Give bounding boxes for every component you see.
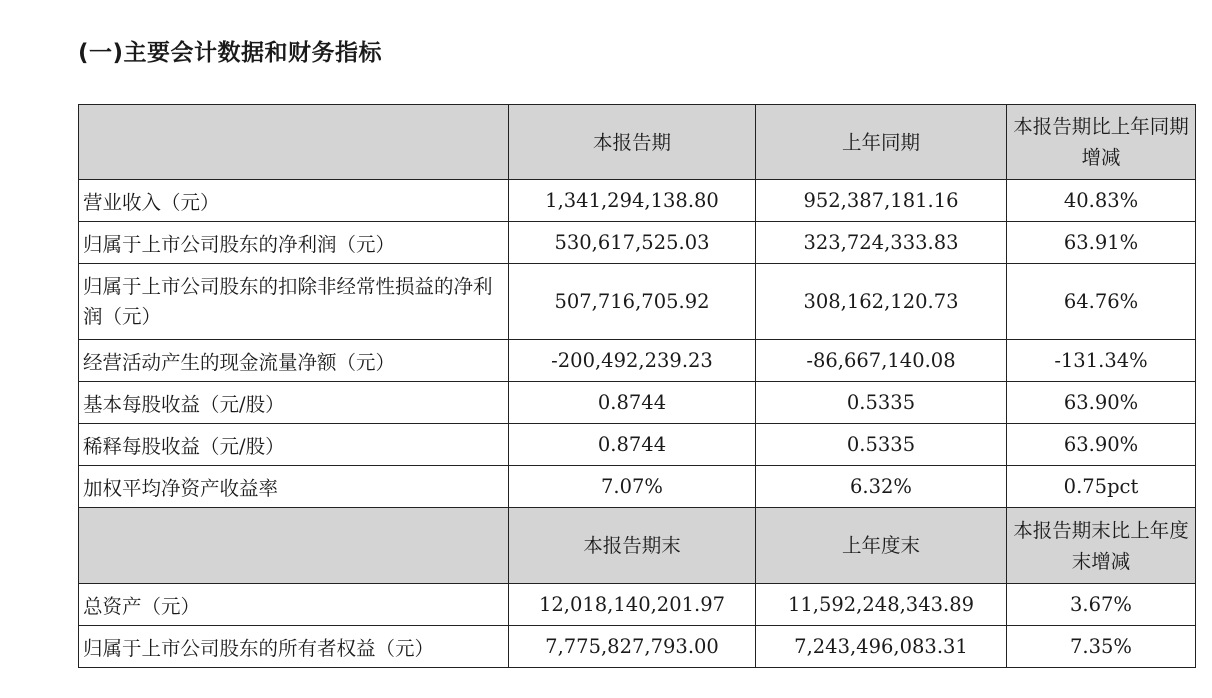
change-value: 7.35% xyxy=(1007,626,1196,668)
current-value: 0.8744 xyxy=(509,424,756,466)
table-header-row xyxy=(79,105,1196,180)
header-cell-prior-year-end: 上年度末 xyxy=(756,508,1007,584)
header-cell-blank xyxy=(79,105,509,180)
prior-value: 952,387,181.16 xyxy=(756,180,1007,222)
row-label: 营业收入（元） xyxy=(79,180,509,222)
prior-value: 11,592,248,343.89 xyxy=(756,584,1007,626)
row-label: 总资产（元） xyxy=(79,584,509,626)
header-cell-period-change: 本报告期比上年同期增减 xyxy=(1007,105,1196,180)
prior-value: 6.32% xyxy=(756,466,1007,508)
table-row xyxy=(79,340,1196,382)
header-cell-period-end: 本报告期末 xyxy=(509,508,756,584)
change-value: 3.67% xyxy=(1007,584,1196,626)
change-value: 0.75pct xyxy=(1007,466,1196,508)
change-value: 63.91% xyxy=(1007,222,1196,264)
change-value: 63.90% xyxy=(1007,382,1196,424)
header-cell-prior-period: 上年同期 xyxy=(756,105,1007,180)
current-value: 530,617,525.03 xyxy=(509,222,756,264)
row-label: 归属于上市公司股东的所有者权益（元） xyxy=(79,626,509,668)
prior-value: 7,243,496,083.31 xyxy=(756,626,1007,668)
current-value: 7,775,827,793.00 xyxy=(509,626,756,668)
table-row xyxy=(79,626,1196,668)
prior-value: -86,667,140.08 xyxy=(756,340,1007,382)
current-value: 12,018,140,201.97 xyxy=(509,584,756,626)
table-row xyxy=(79,264,1196,340)
prior-value: 308,162,120.73 xyxy=(756,264,1007,340)
change-value: -131.34% xyxy=(1007,340,1196,382)
current-value: 1,341,294,138.80 xyxy=(509,180,756,222)
row-label: 归属于上市公司股东的扣除非经常性损益的净利润（元） xyxy=(79,264,509,340)
section-title: (一)主要会计数据和财务指标 xyxy=(78,40,383,66)
header-cell-year-end-change: 本报告期末比上年度末增减 xyxy=(1007,508,1196,584)
financial-data-table xyxy=(78,104,1196,668)
current-value: 507,716,705.92 xyxy=(509,264,756,340)
header-cell-current-period: 本报告期 xyxy=(509,105,756,180)
row-label: 加权平均净资产收益率 xyxy=(79,466,509,508)
table-row xyxy=(79,222,1196,264)
current-value: -200,492,239.23 xyxy=(509,340,756,382)
table-row xyxy=(79,466,1196,508)
row-label: 归属于上市公司股东的净利润（元） xyxy=(79,222,509,264)
row-label: 基本每股收益（元/股） xyxy=(79,382,509,424)
prior-value: 0.5335 xyxy=(756,424,1007,466)
change-value: 63.90% xyxy=(1007,424,1196,466)
table-row xyxy=(79,424,1196,466)
prior-value: 0.5335 xyxy=(756,382,1007,424)
change-value: 40.83% xyxy=(1007,180,1196,222)
row-label: 经营活动产生的现金流量净额（元） xyxy=(79,340,509,382)
row-label: 稀释每股收益（元/股） xyxy=(79,424,509,466)
table-row xyxy=(79,180,1196,222)
table-row xyxy=(79,382,1196,424)
current-value: 7.07% xyxy=(509,466,756,508)
header-cell-blank xyxy=(79,508,509,584)
current-value: 0.8744 xyxy=(509,382,756,424)
change-value: 64.76% xyxy=(1007,264,1196,340)
prior-value: 323,724,333.83 xyxy=(756,222,1007,264)
table-subheader-row xyxy=(79,508,1196,584)
table-row xyxy=(79,584,1196,626)
